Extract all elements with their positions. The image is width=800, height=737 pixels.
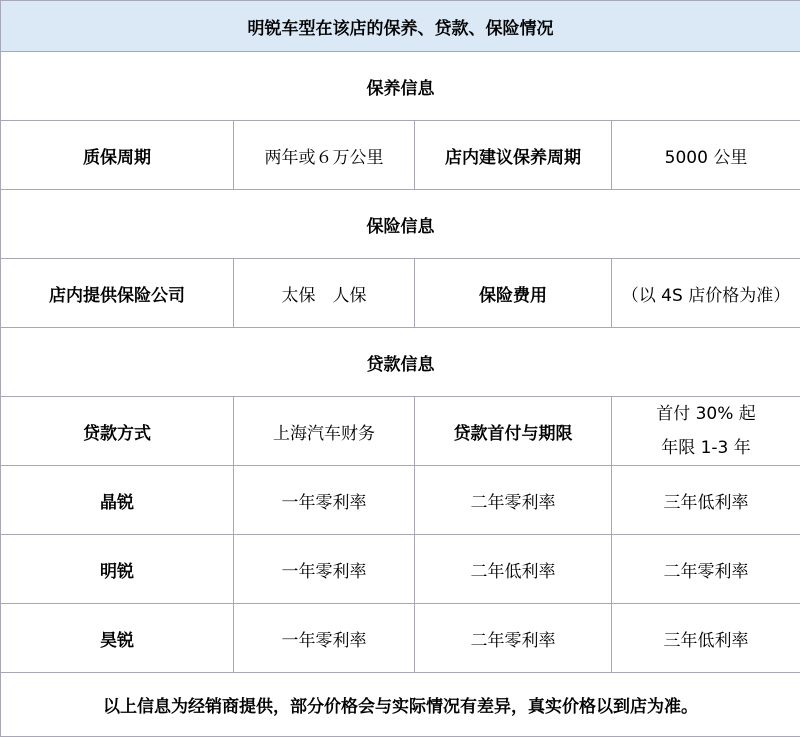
interval-value: 5000 公里 xyxy=(612,121,800,190)
insurance-fee-value: （以 4S 店价格为准） xyxy=(612,259,800,328)
insurance-company-label: 店内提供保险公司 xyxy=(1,259,234,328)
model-name: 晶锐 xyxy=(1,466,234,535)
rate-year-2: 二年零利率 xyxy=(415,604,612,673)
warranty-value: 两年或６万公里 xyxy=(234,121,415,190)
loan-term-label: 贷款首付与期限 xyxy=(415,397,612,466)
title-row xyxy=(1,1,800,52)
insurance-row xyxy=(1,259,800,328)
table-row xyxy=(1,535,800,604)
loan-method-label: 贷款方式 xyxy=(1,397,234,466)
maintenance-section-title: 保养信息 xyxy=(1,52,800,121)
insurance-company-value: 太保 人保 xyxy=(234,259,415,328)
model-name: 昊锐 xyxy=(1,604,234,673)
loan-section-row xyxy=(1,328,800,397)
rate-year-2: 二年低利率 xyxy=(415,535,612,604)
warranty-label: 质保周期 xyxy=(1,121,234,190)
rate-year-1: 一年零利率 xyxy=(234,604,415,673)
footer-note: 以上信息为经销商提供，部分价格会与实际情况有差异，真实价格以到店为准。 xyxy=(1,673,800,737)
rate-year-3: 三年低利率 xyxy=(612,466,800,535)
table-title: 明锐车型在该店的保养、贷款、保险情况 xyxy=(1,1,800,52)
loan-method-value: 上海汽车财务 xyxy=(234,397,415,466)
rate-year-1: 一年零利率 xyxy=(234,466,415,535)
insurance-section-title: 保险信息 xyxy=(1,190,800,259)
insurance-fee-label: 保险费用 xyxy=(415,259,612,328)
rate-year-3: 三年低利率 xyxy=(612,604,800,673)
table-row xyxy=(1,466,800,535)
maintenance-section-row xyxy=(1,52,800,121)
maintenance-row xyxy=(1,121,800,190)
interval-label: 店内建议保养周期 xyxy=(415,121,612,190)
rate-year-2: 二年零利率 xyxy=(415,466,612,535)
footer-row xyxy=(1,673,800,737)
loan-row xyxy=(1,397,800,466)
loan-section-title: 贷款信息 xyxy=(1,328,800,397)
model-name: 明锐 xyxy=(1,535,234,604)
insurance-section-row xyxy=(1,190,800,259)
rate-year-3: 二年零利率 xyxy=(612,535,800,604)
rate-year-1: 一年零利率 xyxy=(234,535,415,604)
loan-term-value xyxy=(612,397,800,466)
loan-term-down-payment: 首付 30% 起 xyxy=(656,404,756,424)
loan-term-years: 年限 1-3 年 xyxy=(661,438,751,458)
table-row xyxy=(1,604,800,673)
